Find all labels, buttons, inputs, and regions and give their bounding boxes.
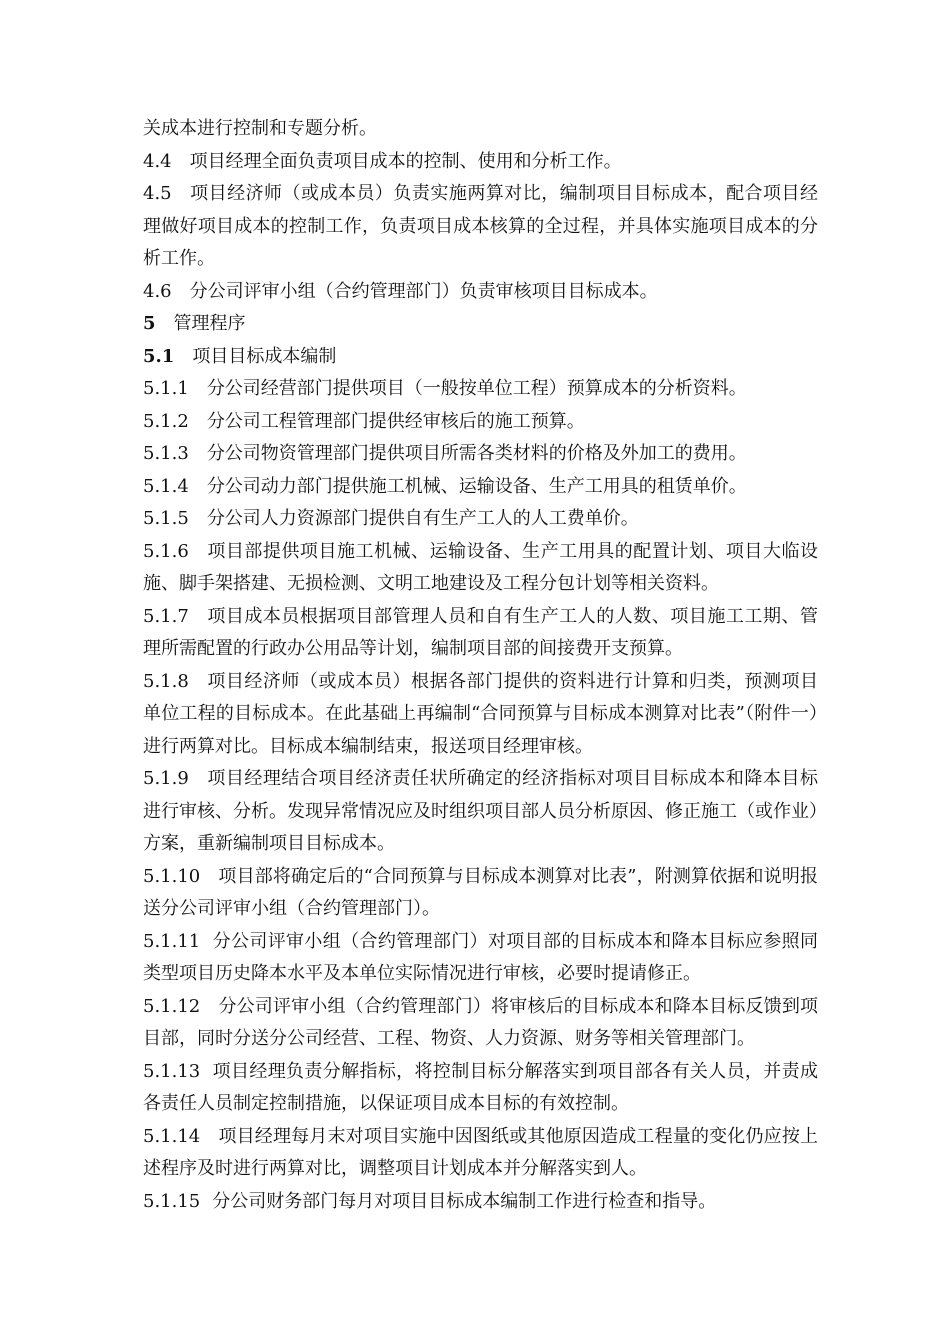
- paragraph-text: 项目经理负责分解指标，将控制目标分解落实到项目部各有关人员，并责成各责任人员制定控制措施，以保证项目成本目标的有效控制。: [143, 1060, 818, 1114]
- paragraph: [143, 406, 818, 439]
- paragraph: [143, 373, 818, 406]
- section-number: 5.1.1: [143, 378, 189, 399]
- paragraph-text: 分公司评审小组（合约管理部门）对项目部的目标成本和降本目标应参照同类型项目历史降本水平及本单位实际情况进行审核，必要时提请修正。: [143, 930, 818, 984]
- paragraph-text: 项目部将确定后的“合同预算与目标成本测算对比表”，附测算依据和说明报送分公司评审小组（合约管理部门）。: [143, 865, 818, 919]
- paragraph-text: 项目经理每月末对项目实施中因图纸或其他原因造成工程量的变化仍应按上述程序及时进行两算对比，调整项目计划成本并分解落实到人。: [143, 1125, 818, 1179]
- paragraph-text: 分公司动力部门提供施工机械、运输设备、生产工用具的租赁单价。: [206, 475, 747, 497]
- paragraph-text: 分公司财务部门每月对项目目标成本编制工作进行检查和指导。: [212, 1190, 717, 1212]
- paragraph: [143, 763, 818, 861]
- paragraph-text: 项目成本员根据项目部管理人员和自有生产工人的人数、项目施工工期、管理所需配置的行政办公用品等计划，编制项目部的间接费开支预算。: [143, 605, 818, 659]
- paragraph-text: 分公司物资管理部门提供项目所需各类材料的价格及外加工的费用。: [206, 443, 747, 464]
- paragraph: [143, 1186, 818, 1219]
- paragraph-text: 项目经济师（或成本员）负责实施两算对比，编制项目目标成本，配合项目经理做好项目成本的控制工作，负责项目成本核算的全过程，并具体实施项目成本的分析工作。: [143, 183, 818, 269]
- section-number: 5.1.10: [143, 865, 201, 887]
- paragraph-text: 分公司经营部门提供项目（一般按单位工程）预算成本的分析资料。: [206, 378, 747, 399]
- paragraph-text: 管理程序: [173, 313, 246, 334]
- paragraph: [143, 276, 818, 309]
- paragraph-text: 关成本进行控制和专题分析。: [143, 118, 377, 139]
- paragraph: [143, 308, 818, 341]
- section-number: 4.4: [143, 150, 172, 172]
- paragraph-text: 项目经济师（或成本员）根据各部门提供的资料进行计算和归类，预测项目单位工程的目标成本。在此基础上再编制“合同预算与目标成本测算对比表”（附件一）进行两算对比。目标成本编制结束，报送项目经理审核。: [143, 670, 818, 757]
- paragraph-text: 分公司评审小组（合约管理部门）将审核后的目标成本和降本目标反馈到项目部，同时分送分公司经营、工程、物资、人力资源、财务等相关管理部门。: [143, 995, 818, 1049]
- paragraph: [143, 438, 818, 471]
- section-number: 5.1: [143, 345, 175, 367]
- section-number: 5: [143, 313, 156, 334]
- document-body: [143, 113, 818, 1218]
- section-number: 5.1.4: [143, 475, 189, 497]
- section-number: 5.1.13: [143, 1060, 201, 1082]
- paragraph: [143, 341, 818, 374]
- paragraph: [143, 926, 818, 991]
- paragraph: [143, 178, 818, 276]
- section-number: 5.1.6: [143, 540, 189, 562]
- paragraph-text: 项目部提供项目施工机械、运输设备、生产工用具的配置计划、项目大临设施、脚手架搭建、无损检测、文明工地建设及工程分包计划等相关资料。: [143, 540, 818, 594]
- paragraph: [143, 1121, 818, 1186]
- paragraph: [143, 1056, 818, 1121]
- section-number: 5.1.3: [143, 443, 189, 464]
- paragraph: [143, 471, 818, 504]
- section-number: 5.1.7: [143, 605, 189, 627]
- paragraph-text: 分公司评审小组（合约管理部门）负责审核项目目标成本。: [189, 280, 658, 302]
- paragraph: [143, 666, 818, 764]
- paragraph-text: 分公司工程管理部门提供经审核后的施工预算。: [206, 410, 585, 432]
- paragraph: [143, 861, 818, 926]
- paragraph: [143, 503, 818, 536]
- paragraph: [143, 113, 818, 146]
- paragraph: [143, 991, 818, 1056]
- section-number: 5.1.9: [143, 768, 189, 789]
- section-number: 5.1.11: [143, 930, 201, 952]
- paragraph-text: 项目经理结合项目经济责任状所确定的经济指标对项目目标成本和降本目标进行审核、分析。发现异常情况应及时组织项目部人员分析原因、修正施工（或作业）方案，重新编制项目目标成本。: [143, 768, 818, 854]
- paragraph: [143, 146, 818, 179]
- paragraph: [143, 536, 818, 601]
- section-number: 5.1.5: [143, 508, 189, 529]
- section-number: 4.5: [143, 183, 172, 204]
- paragraph: [143, 601, 818, 666]
- section-number: 4.6: [143, 280, 172, 302]
- section-number: 5.1.2: [143, 410, 189, 432]
- section-number: 5.1.12: [143, 995, 201, 1017]
- paragraph-text: 项目目标成本编制: [192, 345, 337, 367]
- paragraph-text: 分公司人力资源部门提供自有生产工人的人工费单价。: [206, 508, 639, 529]
- section-number: 5.1.15: [143, 1190, 201, 1212]
- paragraph-text: 项目经理全面负责项目成本的控制、使用和分析工作。: [189, 150, 622, 172]
- section-number: 5.1.8: [143, 670, 189, 692]
- section-number: 5.1.14: [143, 1125, 201, 1147]
